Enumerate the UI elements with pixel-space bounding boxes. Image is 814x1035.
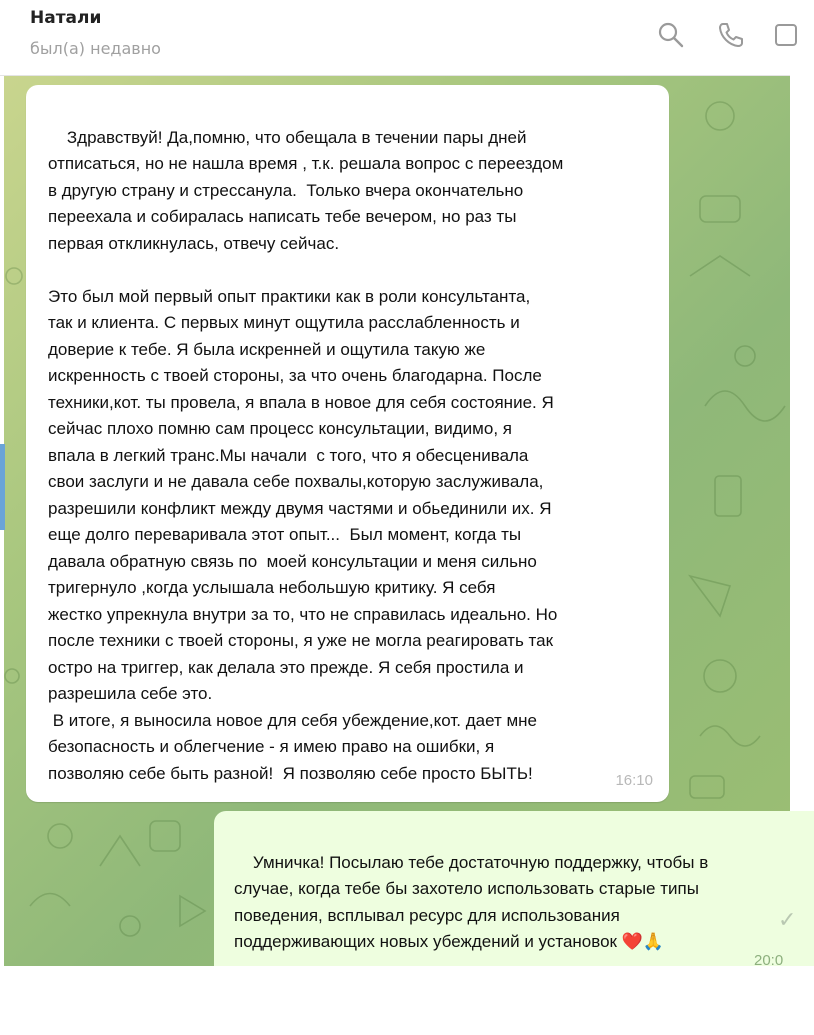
contact-status: был(а) недавно xyxy=(30,39,161,58)
search-icon[interactable] xyxy=(656,20,686,50)
message-text: Здравствуй! Да,помню, что обещала в течении пары дней отписаться, но не нашла время , т.к. решала вопрос с переездом в другую страну и стрессанула. Только вчера окончательно переехала и собиралась написать тебе вечером, но раз ты первая откликнулась, отвечу сейчас. Это был мой первый опыт практики как в роли консультанта, так и клиента. С первых минут ощутила расслабленность и доверие к тебе. Я была искренней и ощутила такую же искренность с твоей стороны, за что очень благодарна. После техники,кот. ты провела, я впала в новое для себя состояние. Я сейчас плохо помню сам процесс консультации, видимо, я впала в легкий транс.Мы начали с того, что я обесценивала свои заслуги и не давала себе похвалы,которую заслуживала, разрешили конфликт между двумя частями и обьединили их. Я еще долго переваривала этот опыт... Был момент, когда ты давала обратную связь по моей консультации и меня сильно тригернуло ,когда услышала небольшую критику. Я себя жестко упрекнула внутри за то, что не справилась идеально. Но после техники с твоей стороны, я уже не могла реагировать так остро на триггер, как делала это прежде. Я себя простила и разрешила себе это. В итоге, я выносила новое для себя убеждение,кот. дает мне безопасность и облегчение - я имею право на ошибки, я позволяю себе быть разной! Я позволяю себе просто БЫТЬ! xyxy=(48,127,564,783)
message-text: Умничка! Посылаю тебе достаточную поддержку, чтобы в случае, когда тебе бы захотело использовать старые типы поведения, всплывал ресурс для использования поддерживающих новых убеждений и установок ❤️🙏 xyxy=(234,852,709,951)
message-time: 20:0 xyxy=(754,952,784,969)
phone-icon[interactable] xyxy=(716,20,746,50)
chat-header xyxy=(0,0,790,76)
incoming-message[interactable] xyxy=(26,85,669,802)
contact-name[interactable]: Натали xyxy=(30,8,102,28)
chat-area xyxy=(0,76,797,969)
message-time: 16:10 xyxy=(615,771,653,789)
outgoing-message[interactable] xyxy=(214,811,814,969)
panel-icon[interactable] xyxy=(772,20,790,50)
read-check-icon: ✓ xyxy=(778,907,797,932)
scroll-indicator xyxy=(0,444,5,530)
